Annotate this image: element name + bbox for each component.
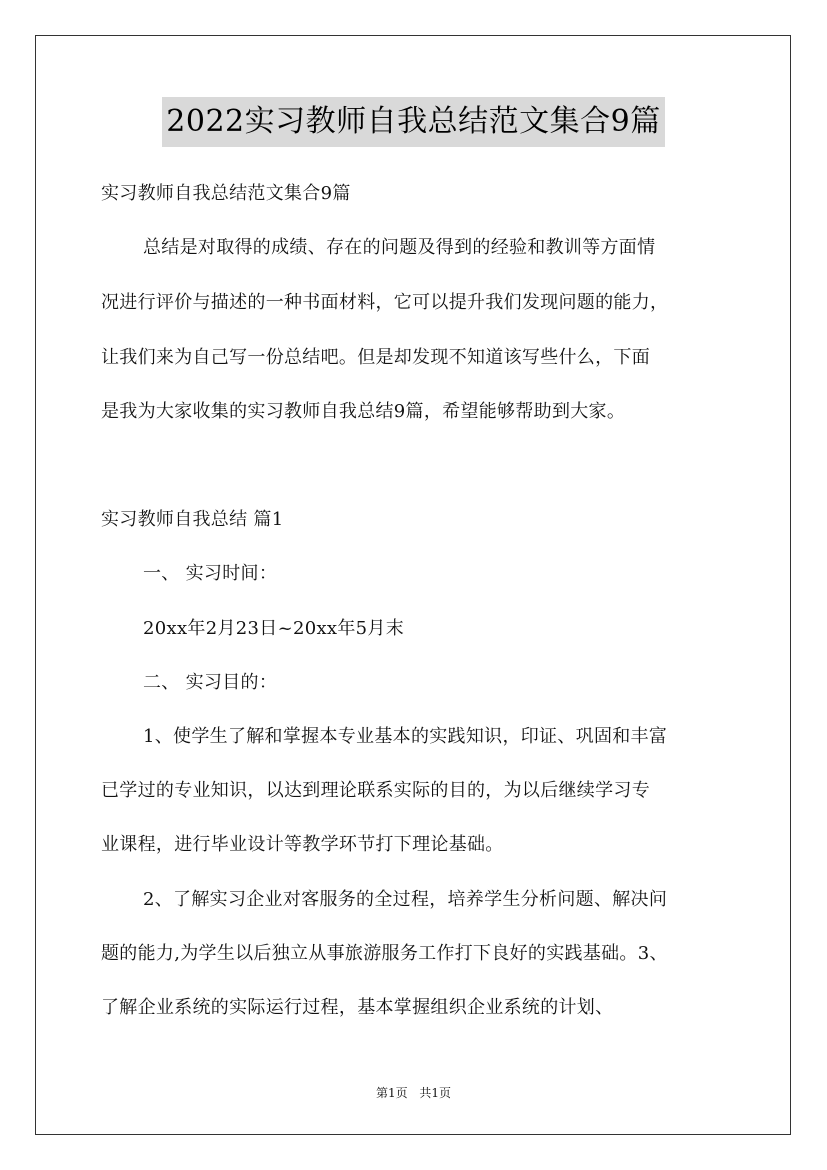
purpose2-line-1: 2、了解实习企业对客服务的全过程，培养学生分析问题、解决问 — [143, 889, 668, 910]
purpose2-line-3: 了解企业系统的实际运行过程，基本掌握组织企业系统的计划、 — [101, 997, 614, 1018]
page-number: 第1页 — [375, 1086, 408, 1100]
internship-time-value: 20xx年2月23日~20xx年5月末 — [143, 618, 405, 639]
purpose1-line-3: 业课程，进行毕业设计等教学环节打下理论基础。 — [101, 834, 504, 855]
intro-line-3: 让我们来为自己写一份总结吧。但是却发现不知道该写些什么，下面 — [101, 347, 650, 368]
internship-time-label: 一、 实习时间： — [143, 563, 278, 584]
document-subtitle: 实习教师自我总结范文集合9篇 — [101, 183, 351, 204]
purpose2-line-2: 题的能力,为学生以后独立从事旅游服务工作打下良好的实践基础。3、 — [101, 943, 668, 964]
intro-line-4: 是我为大家收集的实习教师自我总结9篇，希望能够帮助到大家。 — [101, 401, 626, 422]
page-footer — [0, 1085, 827, 1101]
intro-line-2: 况进行评价与描述的一种书面材料，它可以提升我们发现问题的能力， — [101, 292, 669, 313]
purpose1-line-1: 1、使学生了解和掌握本专业基本的实践知识，印证、巩固和丰富 — [143, 726, 668, 747]
title-container — [0, 97, 827, 147]
purpose1-line-2: 已学过的专业知识，以达到理论联系实际的目的，为以后继续学习专 — [101, 780, 650, 801]
intro-line-1: 总结是对取得的成绩、存在的问题及得到的经验和教训等方面情 — [143, 237, 656, 258]
internship-purpose-label: 二、 实习目的： — [143, 672, 278, 693]
section-heading: 实习教师自我总结 篇1 — [101, 509, 284, 530]
document-title: 2022实习教师自我总结范文集合9篇 — [162, 97, 664, 147]
page-total: 共1页 — [419, 1086, 452, 1100]
